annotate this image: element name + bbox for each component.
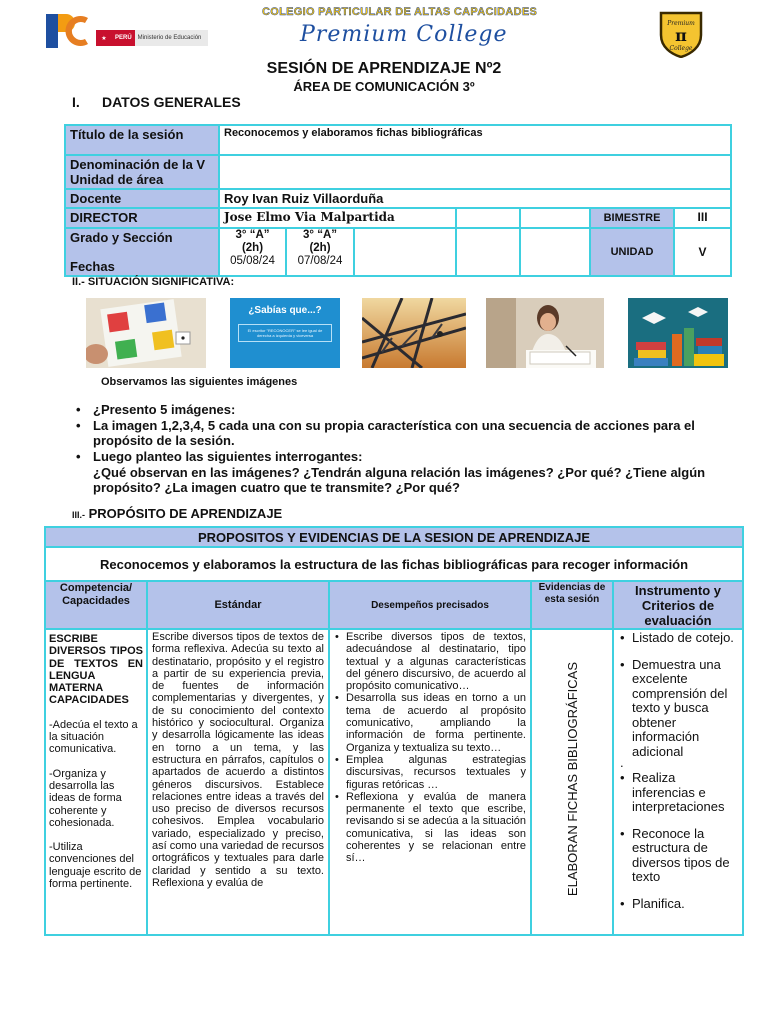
col-competencia: Competencia/ Capacidades	[45, 581, 147, 629]
seal-symbol: π	[675, 26, 687, 45]
seal-text-top: Premium	[667, 20, 695, 27]
director-empty-cell	[520, 208, 590, 228]
board-game-image	[86, 298, 206, 368]
competencia-title: ESCRIBE DIVERSOS TIPOS DE TEXTOS EN LENGUA MATERNA CAPACIDADES	[49, 633, 143, 707]
student-writing-image	[486, 298, 604, 368]
peru-shield-icon: ★	[96, 30, 112, 46]
fechas-label: Fechas	[70, 259, 115, 274]
grado-1: 3° “A”	[235, 229, 270, 241]
capacidad-item: -Adecúa el texto a la situación comunicativa.	[49, 718, 138, 756]
titulo-label: Título de la sesión	[65, 125, 219, 155]
page-subtitle: ÁREA DE COMUNICACIÓN 3º	[293, 79, 475, 94]
grado-2: 3° “A”	[303, 229, 337, 241]
estandar-cell	[147, 629, 329, 935]
denominacion-label: Denominación de la V Unidad de área	[65, 155, 219, 189]
desempeno-item: • Escribe diversos tipos de textos, adecuándose al destinatario, tipo textual y a algunas características del género discursivo, de acuerdo al propósito comunicativo…	[334, 631, 526, 692]
instrumento-item: • Reconoce la estructura de diversos tipos de texto	[618, 827, 738, 885]
section-3-title: PROPÓSITO DE APRENDIZAJE	[88, 506, 283, 521]
school-logo	[44, 10, 90, 52]
denominacion-value	[219, 155, 731, 189]
col-desempenos: Desempeños precisados	[329, 581, 531, 629]
situation-bullets	[76, 402, 736, 495]
session-empty-cell	[520, 228, 590, 276]
section-2-heading: II.- SITUACIÓN SIGNIFICATIVA:	[72, 276, 235, 288]
ministry-label: Ministerio de Educación	[137, 34, 202, 41]
images-caption: Observamos las siguientes imágenes	[101, 376, 298, 388]
instrumento-dot: .	[620, 755, 624, 770]
director-empty-cell	[456, 208, 520, 228]
seal-text-bottom: College	[669, 45, 693, 52]
session-1-cell	[219, 228, 286, 276]
estandar-text: Escribe diversos tipos de textos de forma reflexiva. Adecúa su texto al destinatario, propósito y el registro a partir de su experiencia previa, de fuentes de información complementarias y divergentes, y de su conocimiento del contexto histórico y sociocultural. Organiza y desarrolla lógicamente las ideas en torno a un tema, y las estructura en párrafos, capítulos o apartados de acuerdo a distintos géneros discursivos. Establece relaciones entre ideas a través del uso preciso de diversos recursos cohesivos. Emplea vocabulario variado, especializado y preciso, así como una variedad de recursos ortográficos y textuales para darle claridad y sentido a su texto. Reflexiona y evalúa de	[152, 631, 324, 889]
col-estandar: Estándar	[147, 581, 329, 629]
bimestre-label: BIMESTRE	[590, 208, 674, 228]
sabias-title: ¿Sabías que...?	[248, 305, 322, 316]
instrumento-item: • Realiza inferencias e interpretaciones	[618, 771, 738, 815]
bimestre-value: III	[674, 208, 731, 228]
col-evidencias: Evidencias de esta sesión	[531, 581, 613, 629]
instrumentos-cell	[613, 629, 743, 935]
unidad-value: V	[674, 228, 731, 276]
school-subtitle: Premium College	[300, 22, 508, 47]
instrumentos-list	[614, 630, 742, 924]
horas-1: (2h)	[241, 242, 264, 254]
session-empty-cell	[354, 228, 456, 276]
unidad-label: UNIDAD	[590, 228, 674, 276]
bullet-item: • ¿Presento 5 imágenes:	[76, 402, 736, 417]
school-seal-icon	[658, 10, 704, 58]
page-header	[0, 0, 768, 60]
grado-fechas-cell	[65, 228, 219, 276]
construction-image	[362, 298, 466, 368]
col-instrumento: Instrumento y Criterios de evaluación	[613, 581, 743, 629]
competencia-cell	[45, 629, 147, 935]
instrumento-item: • Listado de cotejo.	[618, 631, 738, 646]
horas-2: (2h)	[309, 242, 331, 254]
director-label: DIRECTOR	[65, 208, 219, 228]
questions-text: ¿Qué observan en las imágenes? ¿Tendrán alguna relación las imágenes? ¿Por qué? ¿Tiene algún propósito? ¿La imagen cuatro que te transmite? ¿Por qué?	[93, 465, 706, 495]
desempenos-list	[330, 630, 530, 865]
desempeno-item: • Reflexiona y evalúa de manera permanente el texto que escribe, revisando si se adecúa a la situación comunicativa, si las ideas son coherentes y se relacionan entre sí…	[334, 791, 526, 865]
section-1-heading	[72, 94, 241, 110]
capacidad-item: -Utiliza convenciones del lenguaje escrito de forma pertinente.	[49, 841, 142, 891]
section-3-heading	[72, 506, 282, 521]
bullet-item: • Luego planteo las siguientes interrogantes:	[76, 449, 736, 464]
titulo-value: Reconocemos y elaboramos fichas bibliográficas	[219, 125, 731, 155]
docente-value: Roy Ivan Ruiz Villaorduña	[219, 189, 731, 208]
books-image	[628, 298, 728, 368]
instrumento-item: • Planifica.	[618, 897, 738, 912]
section-3-number: III.-	[72, 510, 85, 520]
purpose-table	[44, 526, 744, 936]
page-title: SESIÓN DE APRENDIZAJE Nº2	[266, 60, 502, 77]
grado-label: Grado y Sección	[70, 230, 173, 245]
bullet-item: • La imagen 1,2,3,4, 5 cada una con su propia característica con una secuencia de acciones para el propósito de la sesión.	[76, 418, 736, 448]
director-value: Jose Elmo Via Malpartida	[219, 208, 456, 228]
fecha-2: 07/08/24	[297, 255, 343, 267]
ministry-badge	[96, 30, 208, 46]
docente-label: Docente	[65, 189, 219, 208]
peru-label: PERÚ	[112, 30, 135, 46]
session-empty-cell	[456, 228, 520, 276]
desempeno-item: • Emplea algunas estrategias discursivas, recursos textuales y figuras retóricas …	[334, 754, 526, 791]
evidencia-text: ELABORAN FICHAS BIBLIOGRÁFICAS	[564, 662, 580, 897]
session-2-cell	[286, 228, 354, 276]
sabias-body: El escritor "RECONOCER" se lee igual de derecha a izquierda y viceversa	[238, 324, 332, 342]
section-1-title: DATOS GENERALES	[102, 94, 241, 110]
school-name: COLEGIO PARTICULAR DE ALTAS CAPACIDADES	[262, 6, 538, 18]
sabias-que-image	[230, 298, 340, 368]
desempenos-cell	[329, 629, 531, 935]
purpose-header: PROPOSITOS Y EVIDENCIAS DE LA SESION DE APRENDIZAJE	[45, 527, 743, 547]
desempeno-item: • Desarrolla sus ideas en torno a un tema de acuerdo al propósito comunicativo, ampliando la información de forma pertinente. Organiza y textualiza su texto…	[334, 692, 526, 753]
section-1-number: I.	[72, 94, 80, 110]
evidencias-cell	[531, 629, 613, 935]
capacidad-item: -Organiza y desarrolla las ideas de forma coherente y cohesionada.	[49, 767, 122, 829]
instrumento-item: • Demuestra una excelente comprensión del texto y busca obtener información adicional	[618, 658, 738, 760]
general-data-table	[64, 124, 732, 277]
fecha-1: 05/08/24	[230, 255, 275, 267]
purpose-statement: Reconocemos y elaboramos la estructura de las fichas bibliográficas para recoger información	[45, 547, 743, 581]
